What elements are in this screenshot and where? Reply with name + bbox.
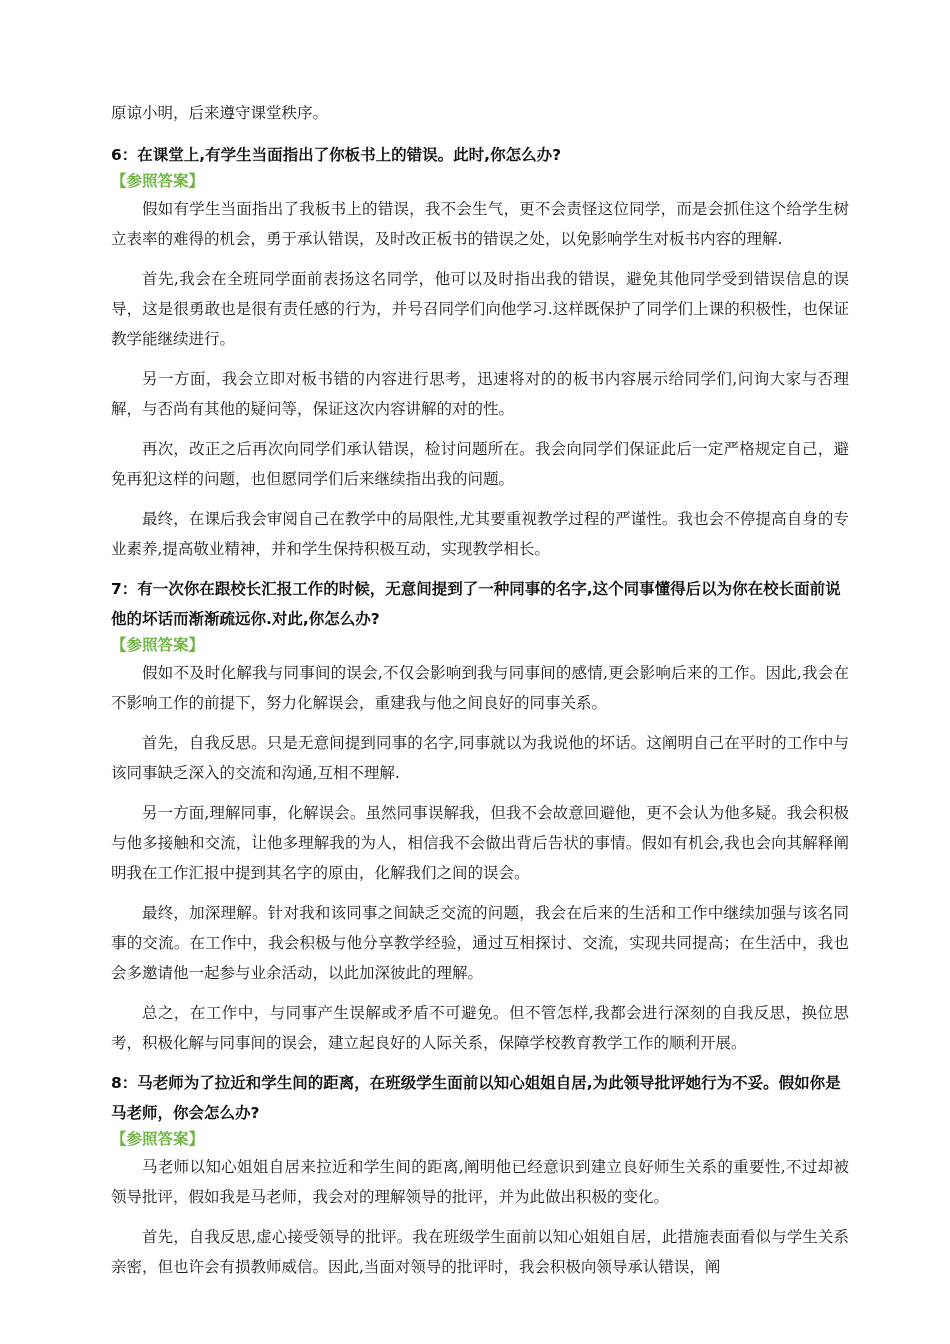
answer-paragraph: 首先,我会在全班同学面前表扬这名同学，他可以及时指出我的错误，避免其他同学受到错误信息的误导，这是很勇敢也是很有责任感的行为，并号召同学们向他学习.这样既保护了同学们上课的积极性，也保证教学能继续进行。 (111, 270, 849, 348)
intro-line: 原谅小明，后来遵守课堂秩序。 (111, 104, 329, 122)
question-heading: 7：有一次你在跟校长汇报工作的时候，无意间提到了一种同事的名字,这个同事懂得后以为你在校长面前说他的坏话而渐渐疏远你.对此,你怎么办? (111, 580, 841, 628)
answer-paragraph: 假如不及时化解我与同事间的误会,不仅会影响到我与同事间的感情,更会影响后来的工作。因此,我会在不影响工作的前提下，努力化解误会，重建我与他之间良好的同事关系。 (111, 664, 849, 712)
question-heading: 6：在课堂上,有学生当面指出了你板书上的错误。此时,你怎么办? (111, 146, 562, 164)
answer-paragraph: 另一方面,理解同事，化解误会。虽然同事误解我，但我不会故意回避他，更不会认为他多疑。我会积极与他多接触和交流，让他多理解我的为人，相信我不会做出背后告状的事情。假如有机会,我也会向其解释阐明我在工作汇报中提到其名字的原由，化解我们之间的误会。 (111, 804, 849, 882)
answer-paragraph: 最终，在课后我会审阅自己在教学中的局限性,尤其要重视教学过程的严谨性。我也会不停提高自身的专业素养,提高敬业精神，并和学生保持积极互动，实现教学相长。 (111, 510, 849, 558)
document-page (111, 98, 849, 1292)
qa-section-6 (111, 140, 849, 564)
answer-paragraph: 最终，加深理解。针对我和该同事之间缺乏交流的问题，我会在后来的生活和工作中继续加强与该名同事的交流。在工作中，我会积极与他分享教学经验，通过互相探讨、交流，实现共同提高；在生活中，我也会多邀请他一起参与业余活动，以此加深彼此的理解。 (111, 904, 849, 982)
answer-paragraph: 首先，自我反思。只是无意间提到同事的名字,同事就以为我说他的坏话。这阐明自己在平时的工作中与该同事缺乏深入的交流和沟通,互相不理解. (111, 734, 849, 782)
question-heading: 8：马老师为了拉近和学生间的距离，在班级学生面前以知心姐姐自居,为此领导批评她行为不妥。假如你是马老师，你会怎么办? (111, 1074, 841, 1122)
answer-label: 【参照答案】 (111, 1130, 205, 1148)
answer-paragraph: 再次，改正之后再次向同学们承认错误，检讨问题所在。我会向同学们保证此后一定严格规定自己，避免再犯这样的问题，也但愿同学们后来继续指出我的问题。 (111, 440, 849, 488)
answer-label: 【参照答案】 (111, 636, 205, 654)
answer-paragraph: 马老师以知心姐姐自居来拉近和学生间的距离,阐明他已经意识到建立良好师生关系的重要性,不过却被领导批评，假如我是马老师，我会对的理解领导的批评，并为此做出积极的变化。 (111, 1158, 849, 1206)
qa-section-8 (111, 1068, 849, 1282)
qa-section-7 (111, 574, 849, 1058)
answer-paragraph: 首先，自我反思,虚心接受领导的批评。我在班级学生面前以知心姐姐自居，此措施表面看似与学生关系亲密，但也许会有损教师威信。因此,当面对领导的批评时，我会积极向领导承认错误，阐 (111, 1228, 849, 1276)
answer-label: 【参照答案】 (111, 172, 205, 190)
answer-paragraph: 另一方面，我会立即对板书错的内容进行思考，迅速将对的的板书内容展示给同学们,问询大家与否理解，与否尚有其他的疑问等，保证这次内容讲解的对的性。 (111, 370, 849, 418)
answer-paragraph: 假如有学生当面指出了我板书上的错误，我不会生气，更不会责怪这位同学，而是会抓住这个给学生树立表率的难得的机会，勇于承认错误，及时改正板书的错误之处，以免影响学生对板书内容的理解. (111, 200, 849, 248)
answer-paragraph: 总之，在工作中，与同事产生误解或矛盾不可避免。但不管怎样,我都会进行深刻的自我反思，换位思考，积极化解与同事间的误会，建立起良好的人际关系，保障学校教育教学工作的顺利开展。 (111, 1004, 849, 1052)
